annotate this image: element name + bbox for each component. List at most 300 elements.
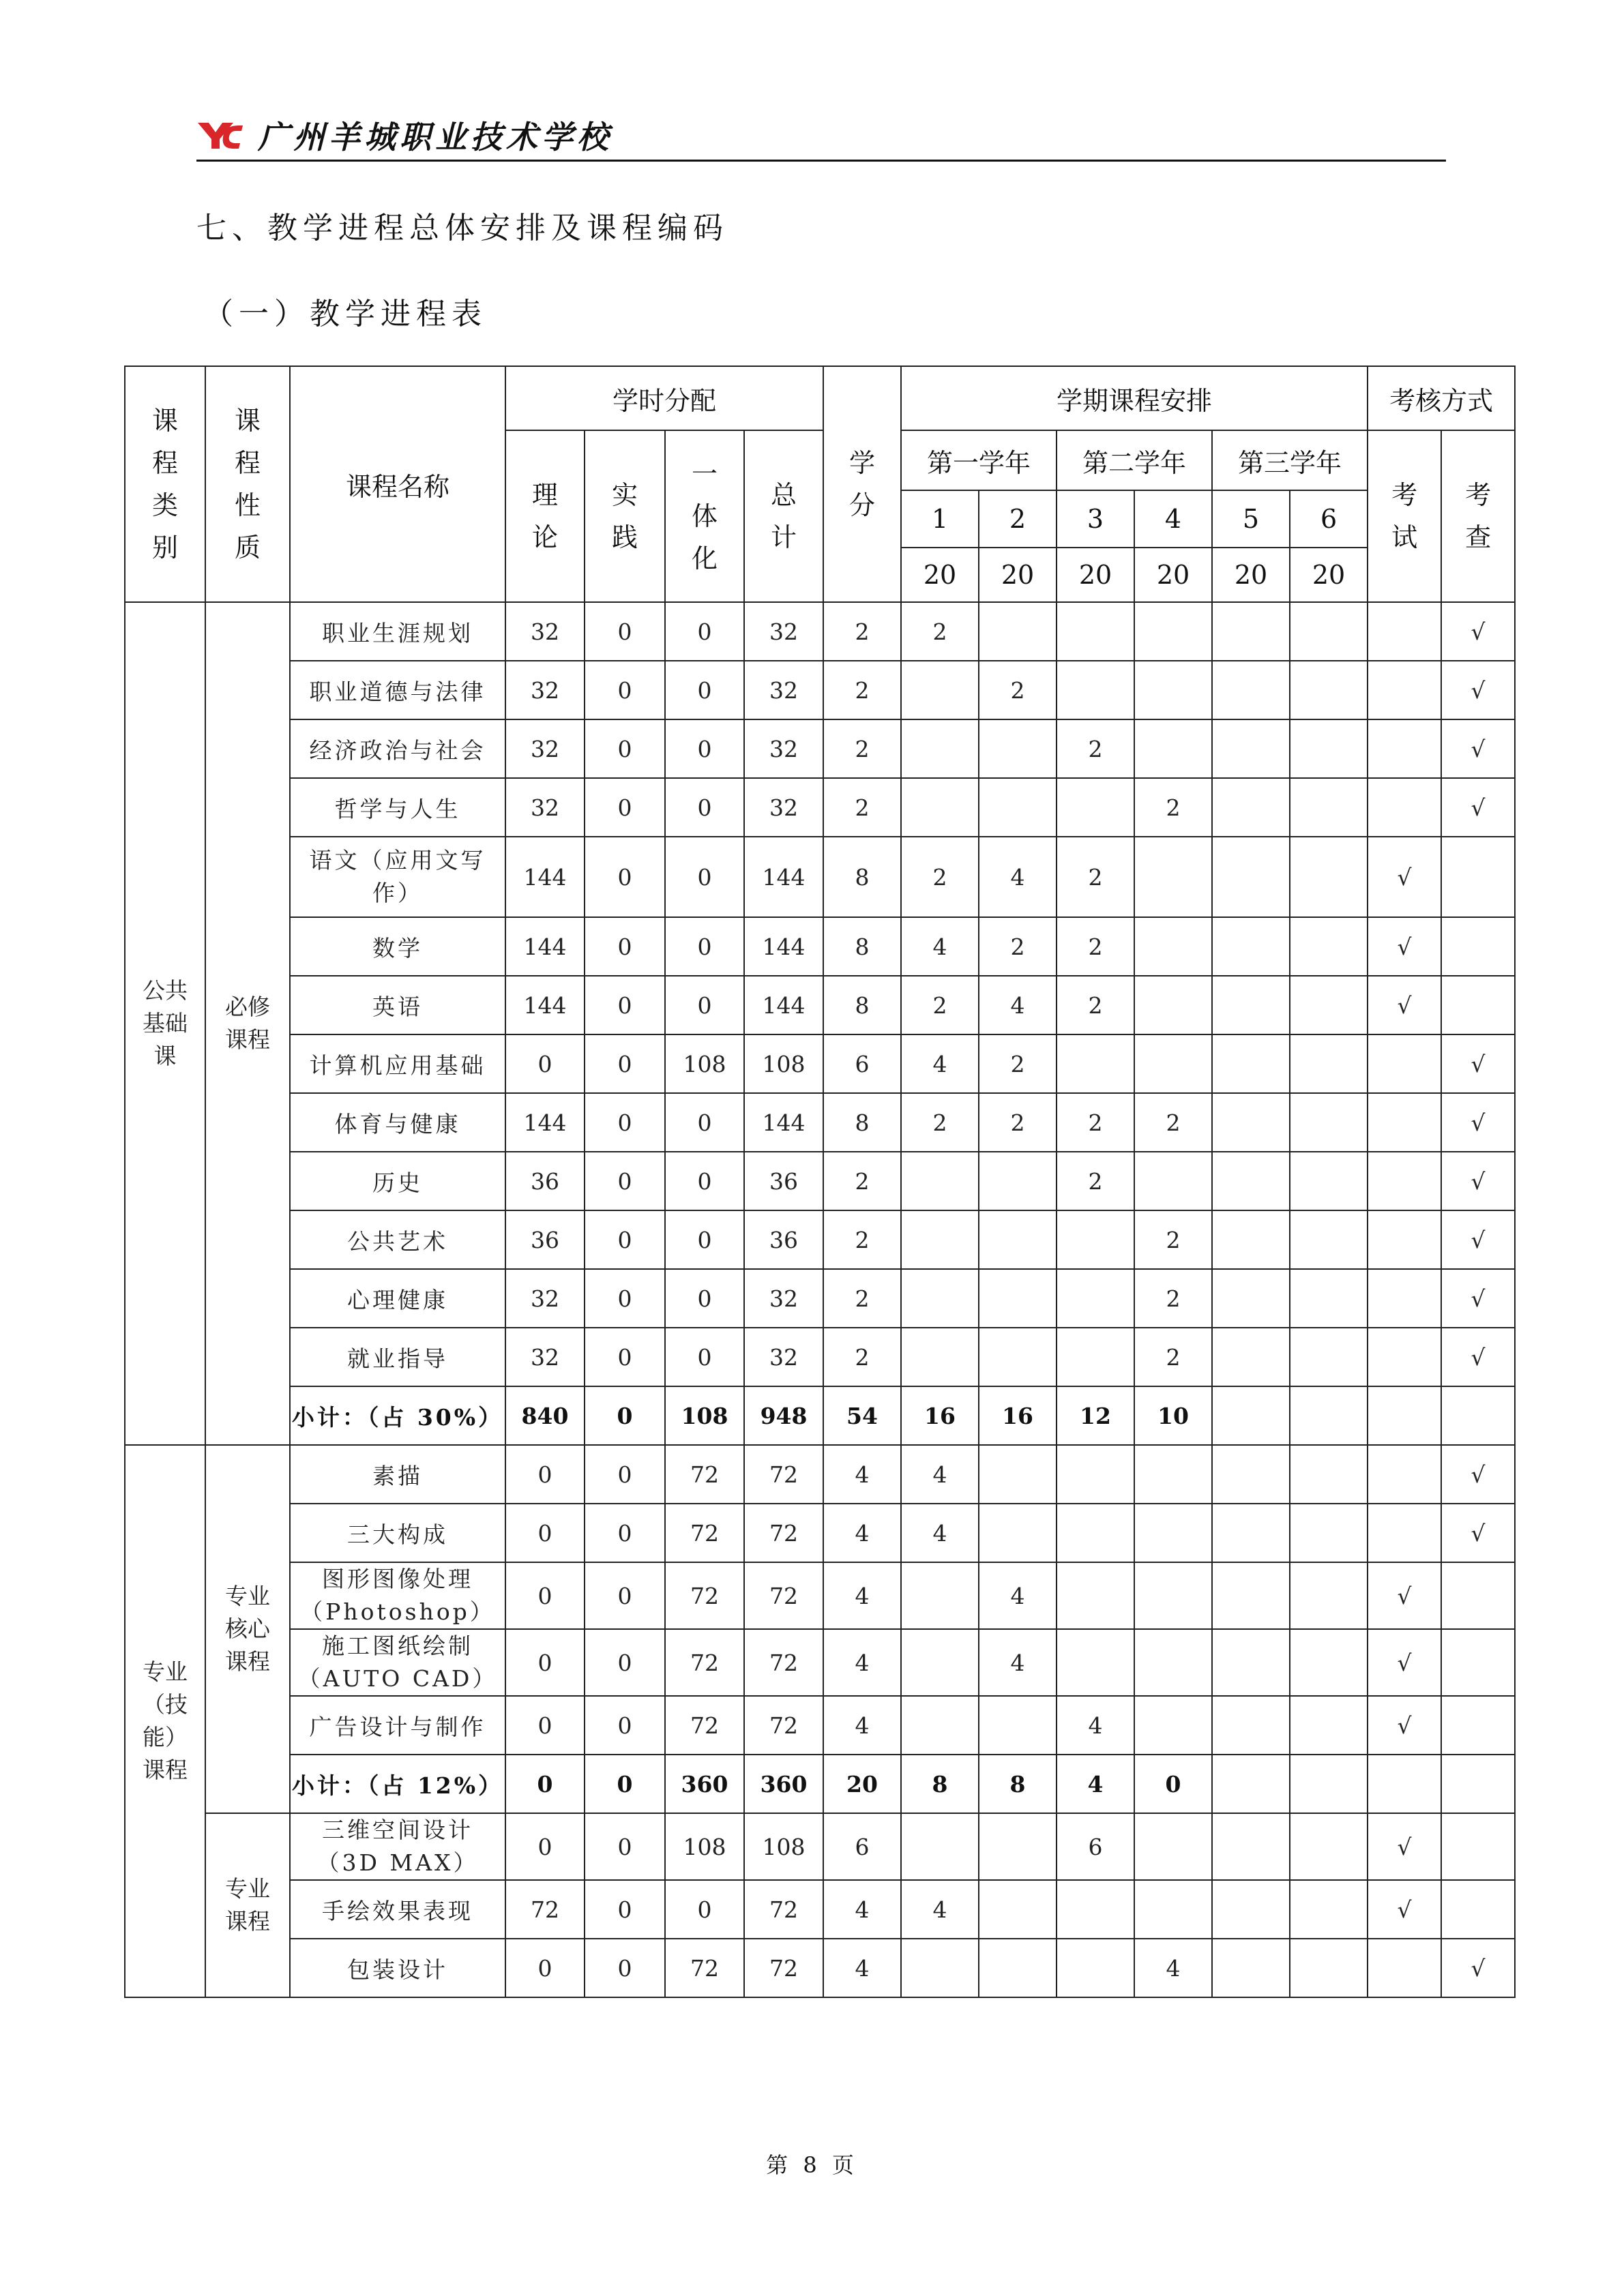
credits-cell: 4 xyxy=(823,1562,901,1629)
table-row xyxy=(125,778,1515,837)
table-row xyxy=(125,719,1515,778)
semester-cell xyxy=(1134,917,1212,976)
course-name: 计算机应用基础 xyxy=(290,1034,505,1093)
credits-cell: 4 xyxy=(823,1504,901,1562)
credits-cell: 2 xyxy=(823,1269,901,1328)
semester-cell: 6 xyxy=(1057,1813,1134,1880)
semester-number: 4 xyxy=(1134,490,1212,548)
exam-mark xyxy=(1368,1445,1441,1504)
semester-number: 3 xyxy=(1057,490,1134,548)
hours-cell: 0 xyxy=(585,1504,665,1562)
course-name: 三大构成 xyxy=(290,1504,505,1562)
header-check xyxy=(1441,430,1515,602)
header-exam xyxy=(1368,430,1441,602)
semester-cell: 4 xyxy=(1057,1696,1134,1755)
header-total xyxy=(744,430,823,602)
hours-cell: 32 xyxy=(505,719,585,778)
nature-required-text: 必修课程 xyxy=(225,994,270,1053)
header-hours: 学时分配 xyxy=(505,366,823,430)
semester-cell xyxy=(1212,1696,1290,1755)
semester-cell xyxy=(1212,1445,1290,1504)
hours-cell: 72 xyxy=(505,1880,585,1939)
semester-cell xyxy=(1290,661,1368,719)
table-row xyxy=(125,1880,1515,1939)
hours-cell: 72 xyxy=(744,1562,823,1629)
header-practice xyxy=(585,430,665,602)
hours-cell: 32 xyxy=(505,1328,585,1386)
semester-cell: 2 xyxy=(979,1093,1057,1152)
semester-cell: 4 xyxy=(979,1629,1057,1696)
header-year-3: 第三学年 xyxy=(1212,430,1368,490)
semester-cell: 2 xyxy=(901,1093,979,1152)
semester-cell xyxy=(1212,1210,1290,1269)
check-mark: √ xyxy=(1441,719,1515,778)
exam-mark xyxy=(1368,719,1441,778)
hours-cell: 0 xyxy=(585,1880,665,1939)
check-mark: √ xyxy=(1441,1504,1515,1562)
hours-cell: 948 xyxy=(744,1386,823,1445)
check-mark xyxy=(1441,1755,1515,1813)
course-name: 经济政治与社会 xyxy=(290,719,505,778)
table-row xyxy=(125,1210,1515,1269)
hours-cell: 72 xyxy=(665,1562,744,1629)
course-name: 英语 xyxy=(290,976,505,1034)
header-exam-text: 考试 xyxy=(1391,480,1418,552)
course-name: 图形图像处理（Photoshop） xyxy=(290,1562,505,1629)
hours-cell: 32 xyxy=(505,1269,585,1328)
hours-cell: 0 xyxy=(585,1939,665,1997)
semester-cell xyxy=(1290,1562,1368,1629)
semester-cell: 4 xyxy=(979,976,1057,1034)
semester-cell xyxy=(1212,1093,1290,1152)
hours-cell: 72 xyxy=(665,1445,744,1504)
semester-cell: 4 xyxy=(901,1504,979,1562)
semester-cell: 16 xyxy=(979,1386,1057,1445)
hours-cell: 0 xyxy=(665,661,744,719)
header-course-name: 课程名称 xyxy=(290,366,505,602)
school-logo-icon xyxy=(196,119,244,151)
semester-cell xyxy=(1290,1034,1368,1093)
semester-cell xyxy=(1134,1629,1212,1696)
hours-cell: 72 xyxy=(744,1445,823,1504)
semester-cell xyxy=(1057,1629,1134,1696)
header-year-1: 第一学年 xyxy=(901,430,1057,490)
hours-cell: 0 xyxy=(665,602,744,661)
semester-cell: 2 xyxy=(901,837,979,917)
exam-mark xyxy=(1368,1328,1441,1386)
check-mark: √ xyxy=(1441,778,1515,837)
semester-weeks: 20 xyxy=(1134,548,1212,602)
semester-cell: 8 xyxy=(979,1755,1057,1813)
exam-mark xyxy=(1368,778,1441,837)
hours-cell: 0 xyxy=(585,602,665,661)
category-public-basic xyxy=(125,602,205,1445)
credits-cell: 8 xyxy=(823,917,901,976)
table-row xyxy=(125,1504,1515,1562)
semester-cell: 2 xyxy=(901,602,979,661)
check-mark xyxy=(1441,1562,1515,1629)
semester-cell xyxy=(1290,1152,1368,1210)
semester-cell xyxy=(1290,1813,1368,1880)
hours-cell: 0 xyxy=(665,837,744,917)
table-row xyxy=(125,661,1515,719)
exam-mark xyxy=(1368,1504,1441,1562)
header-divider xyxy=(196,160,1446,162)
hours-cell: 0 xyxy=(585,719,665,778)
exam-mark xyxy=(1368,1034,1441,1093)
course-name: 职业道德与法律 xyxy=(290,661,505,719)
semester-cell xyxy=(901,1269,979,1328)
table-row xyxy=(125,1445,1515,1504)
semester-cell xyxy=(979,1504,1057,1562)
table-row xyxy=(125,837,1515,917)
exam-mark: √ xyxy=(1368,837,1441,917)
hours-cell: 144 xyxy=(505,837,585,917)
hours-cell: 0 xyxy=(665,1093,744,1152)
check-mark xyxy=(1441,1629,1515,1696)
hours-cell: 0 xyxy=(585,1445,665,1504)
semester-cell xyxy=(979,1152,1057,1210)
credits-cell: 20 xyxy=(823,1755,901,1813)
semester-cell xyxy=(1212,719,1290,778)
semester-cell: 4 xyxy=(1057,1755,1134,1813)
semester-cell: 2 xyxy=(1134,1269,1212,1328)
hours-cell: 0 xyxy=(585,1696,665,1755)
course-name: 包装设计 xyxy=(290,1939,505,1997)
semester-cell xyxy=(1212,1880,1290,1939)
credits-cell: 8 xyxy=(823,837,901,917)
semester-cell: 4 xyxy=(901,1880,979,1939)
semester-cell xyxy=(1134,1445,1212,1504)
hours-cell: 32 xyxy=(505,661,585,719)
hours-cell: 144 xyxy=(744,917,823,976)
hours-cell: 0 xyxy=(665,719,744,778)
hours-cell: 72 xyxy=(744,1629,823,1696)
header-year-2: 第二学年 xyxy=(1057,430,1212,490)
hours-cell: 144 xyxy=(505,1093,585,1152)
table-body xyxy=(125,602,1515,1997)
semester-cell xyxy=(1057,1328,1134,1386)
hours-cell: 36 xyxy=(744,1210,823,1269)
semester-cell xyxy=(1212,1034,1290,1093)
semester-cell xyxy=(901,1562,979,1629)
semester-cell xyxy=(901,778,979,837)
check-mark: √ xyxy=(1441,602,1515,661)
exam-mark xyxy=(1368,602,1441,661)
exam-mark: √ xyxy=(1368,1696,1441,1755)
hours-cell: 72 xyxy=(665,1939,744,1997)
hours-cell: 0 xyxy=(505,1755,585,1813)
credits-cell: 2 xyxy=(823,1210,901,1269)
course-name: 职业生涯规划 xyxy=(290,602,505,661)
semester-cell xyxy=(979,1445,1057,1504)
hours-cell: 108 xyxy=(744,1813,823,1880)
semester-cell xyxy=(979,1269,1057,1328)
semester-weeks: 20 xyxy=(901,548,979,602)
header-check-text: 考查 xyxy=(1465,480,1492,552)
course-name: 历史 xyxy=(290,1152,505,1210)
semester-cell xyxy=(1134,1034,1212,1093)
exam-mark xyxy=(1368,1386,1441,1445)
hours-cell: 0 xyxy=(665,1269,744,1328)
hours-cell: 108 xyxy=(665,1813,744,1880)
hours-cell: 0 xyxy=(585,1386,665,1445)
exam-mark xyxy=(1368,1152,1441,1210)
semester-number: 1 xyxy=(901,490,979,548)
semester-cell xyxy=(901,1629,979,1696)
semester-cell xyxy=(1290,1210,1368,1269)
header-semester-plan: 学期课程安排 xyxy=(901,366,1368,430)
hours-cell: 0 xyxy=(505,1939,585,1997)
hours-cell: 108 xyxy=(744,1034,823,1093)
semester-cell xyxy=(1212,1386,1290,1445)
header-exam-method: 考核方式 xyxy=(1368,366,1515,430)
header-integrated xyxy=(665,430,744,602)
hours-cell: 0 xyxy=(585,1269,665,1328)
semester-cell xyxy=(1212,1152,1290,1210)
check-mark: √ xyxy=(1441,1445,1515,1504)
semester-cell: 2 xyxy=(1057,837,1134,917)
semester-cell xyxy=(1057,1445,1134,1504)
semester-cell xyxy=(1290,1269,1368,1328)
hours-cell: 72 xyxy=(744,1939,823,1997)
hours-cell: 72 xyxy=(744,1696,823,1755)
hours-cell: 0 xyxy=(665,976,744,1034)
semester-cell xyxy=(1290,837,1368,917)
hours-cell: 0 xyxy=(585,837,665,917)
table-row xyxy=(125,1939,1515,1997)
exam-mark: √ xyxy=(1368,1813,1441,1880)
hours-cell: 0 xyxy=(505,1445,585,1504)
semester-cell xyxy=(1290,1629,1368,1696)
category-public-basic-text: 公共基础课 xyxy=(143,977,188,1069)
hours-cell: 72 xyxy=(744,1504,823,1562)
semester-cell: 0 xyxy=(1134,1755,1212,1813)
hours-cell: 0 xyxy=(665,1152,744,1210)
hours-cell: 0 xyxy=(585,1562,665,1629)
check-mark: √ xyxy=(1441,1269,1515,1328)
semester-number: 6 xyxy=(1290,490,1368,548)
credits-cell: 4 xyxy=(823,1880,901,1939)
semester-cell: 4 xyxy=(901,1034,979,1093)
credits-cell: 2 xyxy=(823,778,901,837)
semester-cell: 12 xyxy=(1057,1386,1134,1445)
course-name: 心理健康 xyxy=(290,1269,505,1328)
semester-cell xyxy=(1212,1562,1290,1629)
credits-cell: 4 xyxy=(823,1445,901,1504)
hours-cell: 32 xyxy=(744,778,823,837)
semester-cell xyxy=(1290,1093,1368,1152)
semester-cell xyxy=(1212,1755,1290,1813)
semester-cell xyxy=(1057,1880,1134,1939)
check-mark xyxy=(1441,976,1515,1034)
exam-mark xyxy=(1368,1093,1441,1152)
semester-cell xyxy=(1290,719,1368,778)
semester-cell xyxy=(1212,1504,1290,1562)
category-professional xyxy=(125,1445,205,1997)
semester-cell: 2 xyxy=(979,917,1057,976)
semester-cell xyxy=(901,1328,979,1386)
hours-cell: 0 xyxy=(585,1813,665,1880)
hours-cell: 36 xyxy=(505,1152,585,1210)
semester-number: 2 xyxy=(979,490,1057,548)
hours-cell: 0 xyxy=(505,1696,585,1755)
hours-cell: 144 xyxy=(744,1093,823,1152)
semester-cell: 2 xyxy=(1134,1210,1212,1269)
hours-cell: 0 xyxy=(665,1210,744,1269)
table-row xyxy=(125,1813,1515,1880)
table-row xyxy=(125,602,1515,661)
credits-cell: 4 xyxy=(823,1939,901,1997)
exam-mark: √ xyxy=(1368,917,1441,976)
semester-cell xyxy=(1212,1939,1290,1997)
header-category-text: 课程类别 xyxy=(152,406,179,563)
course-name: 素描 xyxy=(290,1445,505,1504)
credits-cell: 2 xyxy=(823,661,901,719)
semester-cell: 2 xyxy=(1057,1152,1134,1210)
credits-cell: 2 xyxy=(823,1328,901,1386)
semester-cell xyxy=(979,778,1057,837)
header-theory xyxy=(505,430,585,602)
hours-cell: 108 xyxy=(665,1386,744,1445)
semester-cell: 2 xyxy=(1057,719,1134,778)
course-name: 施工图纸绘制（AUTO CAD） xyxy=(290,1629,505,1696)
semester-cell: 2 xyxy=(1134,778,1212,837)
semester-cell: 2 xyxy=(1057,1093,1134,1152)
hours-cell: 0 xyxy=(585,976,665,1034)
semester-cell xyxy=(1290,976,1368,1034)
course-name: 广告设计与制作 xyxy=(290,1696,505,1755)
semester-cell xyxy=(1057,778,1134,837)
hours-cell: 360 xyxy=(744,1755,823,1813)
exam-mark xyxy=(1368,1210,1441,1269)
check-mark: √ xyxy=(1441,1093,1515,1152)
semester-cell xyxy=(1057,602,1134,661)
credits-cell: 6 xyxy=(823,1034,901,1093)
semester-cell: 2 xyxy=(901,976,979,1034)
teaching-schedule-table xyxy=(124,366,1516,1998)
semester-cell xyxy=(1212,976,1290,1034)
nature-professional-core-text: 专业核心课程 xyxy=(225,1583,270,1675)
semester-weeks: 20 xyxy=(1212,548,1290,602)
semester-cell xyxy=(1290,778,1368,837)
section-title: 七、教学进程总体安排及课程编码 xyxy=(196,211,728,245)
semester-cell xyxy=(901,1813,979,1880)
semester-cell xyxy=(901,1210,979,1269)
semester-cell xyxy=(1290,917,1368,976)
header-theory-text: 理论 xyxy=(532,480,559,552)
hours-cell: 0 xyxy=(665,778,744,837)
check-mark xyxy=(1441,1813,1515,1880)
semester-cell: 10 xyxy=(1134,1386,1212,1445)
hours-cell: 0 xyxy=(585,1755,665,1813)
hours-cell: 32 xyxy=(505,778,585,837)
semester-cell xyxy=(1134,1880,1212,1939)
semester-cell: 4 xyxy=(979,837,1057,917)
hours-cell: 144 xyxy=(744,837,823,917)
semester-cell xyxy=(1134,1696,1212,1755)
exam-mark xyxy=(1368,1755,1441,1813)
exam-mark xyxy=(1368,1939,1441,1997)
credits-cell: 2 xyxy=(823,602,901,661)
exam-mark: √ xyxy=(1368,1880,1441,1939)
semester-weeks: 20 xyxy=(1057,548,1134,602)
hours-cell: 0 xyxy=(585,1034,665,1093)
semester-weeks: 20 xyxy=(979,548,1057,602)
semester-cell xyxy=(1134,837,1212,917)
semester-cell xyxy=(1057,661,1134,719)
semester-cell xyxy=(901,1152,979,1210)
nature-professional-text: 专业课程 xyxy=(225,1875,270,1935)
semester-cell xyxy=(1057,1034,1134,1093)
hours-cell: 72 xyxy=(744,1880,823,1939)
semester-cell: 4 xyxy=(1134,1939,1212,1997)
hours-cell: 32 xyxy=(505,602,585,661)
table-row xyxy=(125,1696,1515,1755)
exam-mark: √ xyxy=(1368,976,1441,1034)
semester-cell xyxy=(1212,602,1290,661)
header-credits xyxy=(823,366,901,602)
semester-cell xyxy=(1057,1210,1134,1269)
hours-cell: 36 xyxy=(505,1210,585,1269)
semester-cell xyxy=(1134,602,1212,661)
exam-mark: √ xyxy=(1368,1629,1441,1696)
semester-cell: 16 xyxy=(901,1386,979,1445)
semester-cell xyxy=(979,1696,1057,1755)
table-row xyxy=(125,1093,1515,1152)
semester-cell xyxy=(1290,1386,1368,1445)
table-row xyxy=(125,1328,1515,1386)
hours-cell: 0 xyxy=(585,1210,665,1269)
hours-cell: 0 xyxy=(665,917,744,976)
course-name: 手绘效果表现 xyxy=(290,1880,505,1939)
semester-cell xyxy=(1134,1504,1212,1562)
hours-cell: 0 xyxy=(505,1813,585,1880)
nature-required xyxy=(205,602,290,1445)
semester-cell xyxy=(1290,1504,1368,1562)
hours-cell: 32 xyxy=(744,719,823,778)
semester-cell: 2 xyxy=(979,661,1057,719)
hours-cell: 32 xyxy=(744,661,823,719)
semester-cell xyxy=(979,1210,1057,1269)
semester-cell xyxy=(1134,1562,1212,1629)
check-mark: √ xyxy=(1441,1034,1515,1093)
header-category xyxy=(125,366,205,602)
semester-cell xyxy=(1134,976,1212,1034)
semester-cell: 2 xyxy=(1057,976,1134,1034)
check-mark xyxy=(1441,1880,1515,1939)
semester-cell: 8 xyxy=(901,1755,979,1813)
hours-cell: 108 xyxy=(665,1034,744,1093)
semester-cell xyxy=(979,1328,1057,1386)
subtotal-row xyxy=(125,1755,1515,1813)
semester-cell: 4 xyxy=(901,1445,979,1504)
hours-cell: 144 xyxy=(505,976,585,1034)
nature-professional xyxy=(205,1813,290,1997)
semester-cell xyxy=(979,719,1057,778)
semester-cell xyxy=(1057,1562,1134,1629)
hours-cell: 0 xyxy=(585,1152,665,1210)
course-name: 公共艺术 xyxy=(290,1210,505,1269)
check-mark xyxy=(1441,1386,1515,1445)
category-professional-text: 专业（技能）课程 xyxy=(143,1658,188,1783)
exam-mark xyxy=(1368,1269,1441,1328)
check-mark: √ xyxy=(1441,1939,1515,1997)
credits-cell: 2 xyxy=(823,1152,901,1210)
semester-cell xyxy=(1134,1813,1212,1880)
semester-cell: 4 xyxy=(979,1562,1057,1629)
hours-cell: 0 xyxy=(585,1629,665,1696)
